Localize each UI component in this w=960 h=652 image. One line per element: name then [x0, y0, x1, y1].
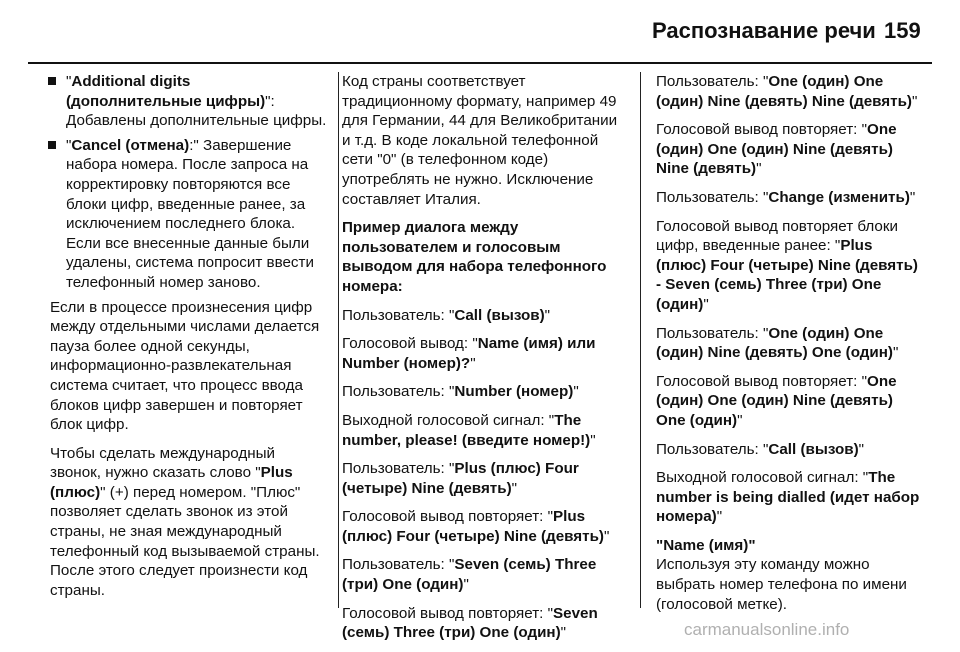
bullet-square-icon	[48, 141, 56, 149]
paragraph: Используя эту команду можно выбрать номер телефона по имени (голосовой метке).	[656, 556, 907, 613]
dialog-line: Пользователь: "One (один) One (один) Nine (девять) Nine (девять)"	[656, 73, 918, 110]
bullet-item-cancel: "Cancel (отмена):" Завершение набора номера. После запроса на корректировку повторяются все блоки цифр, введенные ранее, за исключением последнего блока. Если все внесенные данные были удалены, система попросит ввести телефонный номер заново.	[66, 136, 328, 293]
page-number: 159	[884, 18, 921, 43]
column-1	[50, 72, 328, 609]
dialog-line: Выходной голосовой сигнал: "The number, please! (введите номер!)"	[342, 411, 596, 449]
dialog-line: Голосовой вывод: "Name (имя) или Number (номер)?"	[342, 335, 596, 372]
page-header	[0, 0, 960, 62]
bullet-square-icon	[48, 77, 56, 85]
command-term: Cancel (отмена)	[71, 136, 190, 154]
dialog-line: Пользователь: "Call (вызов)"	[342, 306, 551, 324]
column-3	[656, 72, 926, 623]
paragraph: Чтобы сделать международный звонок, нужно сказать слово "Plus (плюс)" (+) перед номером. "Плюс" позволяет сделать звонок из этой страны, не зная международный телефонный код вызываемой страны. После этого следует произнести код страны.	[50, 444, 320, 599]
dialog-line: Пользователь: "Number (номер)"	[342, 383, 579, 401]
dialog-heading: Пример диалога между пользователем и голосовым выводом для набора телефонного номера:	[342, 219, 607, 295]
column-divider-2	[640, 72, 641, 608]
dialog-line: Голосовой вывод повторяет: "Seven (семь) Three (три) One (один)"	[342, 604, 598, 642]
dialog-line: Голосовой вывод повторяет блоки цифр, введенные ранее: "Plus (плюс) Four (четыре) Nine (девять) - Seven (семь) Three (три) One (один)"	[656, 217, 918, 313]
dialog-line: Голосовой вывод повторяет: "One (один) One (один) Nine (девять) Nine (девять)"	[656, 121, 897, 178]
dialog-line: Пользователь: "Change (изменить)"	[656, 188, 916, 206]
paragraph: Код страны соответствует традиционному формату, например 49 для Германии, 44 для Великобритании и т.д. В коде локальной телефонной сети "0" (в телефонном коде) употреблять не нужно. Исключение составляет Италия.	[342, 73, 618, 208]
dialog-line: Голосовой вывод повторяет: "One (один) One (один) Nine (девять) One (один)"	[656, 372, 897, 429]
subsection-heading: "Name (имя)"	[656, 536, 756, 554]
column-2	[342, 72, 626, 652]
watermark: carmanualsonline.info	[684, 620, 850, 639]
command-term: Additional digits (дополнительные цифры)	[66, 73, 266, 110]
paragraph: Если в процессе произнесения цифр между отдельными числами делается пауза более одной секунды, информационно-развлекательная система считает, что процесс ввода блоков цифр завершен и повторяет блок цифр.	[50, 298, 320, 434]
dialog-line: Пользователь: "Call (вызов)"	[656, 440, 865, 458]
dialog-line: Голосовой вывод повторяет: "Plus (плюс) Four (четыре) Nine (девять)"	[342, 508, 610, 545]
section-title: Распознавание речи	[652, 18, 876, 43]
dialog-line: Пользователь: "One (один) One (один) Nine (девять) One (один)"	[656, 324, 899, 362]
dialog-line: Пользователь: "Plus (плюс) Four (четыре) Nine (девять)"	[342, 460, 579, 497]
column-divider-1	[338, 72, 339, 608]
dialog-line: Пользователь: "Seven (семь) Three (три) One (один)"	[342, 556, 597, 594]
dialog-line: Выходной голосовой сигнал: "The number is being dialled (идет набор номера)"	[656, 469, 920, 526]
header-rule	[28, 62, 932, 64]
bullet-item-additional-digits: "Additional digits (дополнительные цифры)": Добавлены дополнительные цифры.	[66, 72, 328, 131]
